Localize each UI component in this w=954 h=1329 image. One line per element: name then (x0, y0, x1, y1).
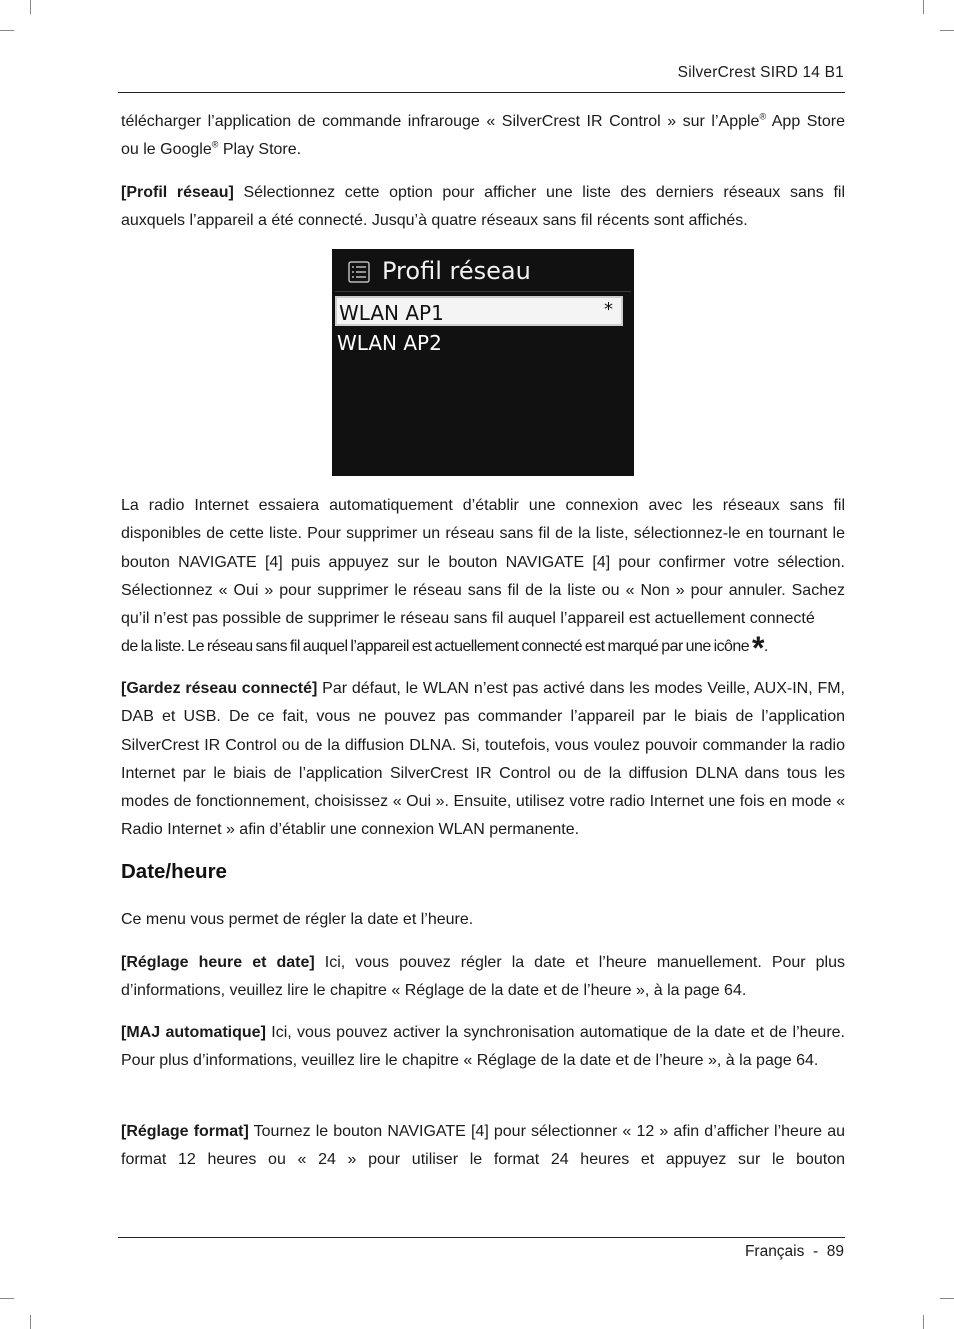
intro-paragraph: télécharger l’application de commande infrarouge « SilverCrest IR Control » sur l’Apple® App Store ou le Google® Play Store. (121, 111, 845, 159)
crop-mark (940, 30, 954, 31)
connected-marker: * (604, 299, 613, 320)
format-paragraph: [Réglage format] Tournez le bouton NAVIGATE [4] pour sélectionner « 12 » afin d’afficher l’heure au format 12 heures ou « 24 » pour utiliser le format 24 heures et appuyez sur le bouton (121, 1123, 846, 1169)
radio-paragraph: La radio Internet essaiera automatiquement d’établir une connexion avec les réseaux sans fil disponibles de cette liste. Pour supprimer un réseau sans fil de la liste, sélectionnez-le en tournant le bouton NAVIGATE [4] puis appuyez sur le bouton NAVIGATE [4] pour confirmer votre sélection. Sélectionnez « Oui » pour supprimer le réseau sans fil de la liste ou « Non » pour annuler. Sachez qu’il n’est pas possible de supprimer le réseau sans fil auquel l’appareil est actuellement connecté de la liste. Le réseau sans fil auquel l’appareil est actuellement connecté est marqué par une icône *. (121, 497, 845, 667)
crop-mark (0, 30, 14, 31)
page-header-title: SilverCrest SIRD 14 B1 (677, 64, 844, 81)
asterisk-icon: * (752, 630, 764, 667)
page-footer: Français - 89 (744, 1243, 844, 1260)
gardez-label: [Gardez réseau connecté] (121, 680, 318, 697)
reglage-paragraph: [Réglage heure et date] Ici, vous pouvez régler la date et l’heure manuellement. Pour plus d’informations, veuillez lire le chapitre « Réglage de la date et de l’heure », à la page 64. (121, 954, 846, 1000)
crop-mark (923, 0, 924, 14)
list-icon (348, 261, 370, 283)
wlan-list-item[interactable]: WLAN AP2 (337, 331, 442, 355)
maj-label: [MAJ automatique] (121, 1024, 266, 1041)
device-screen (332, 249, 634, 476)
screen-title: Profil réseau (382, 257, 531, 285)
footer-rule (118, 1237, 845, 1238)
reglage-label: [Réglage heure et date] (121, 954, 315, 971)
wlan-list-item-selected[interactable]: WLAN AP1 * (335, 296, 623, 326)
section-heading: Date/heure (121, 860, 227, 883)
date-intro-paragraph: Ce menu vous permet de régler la date et l’heure. (121, 911, 474, 928)
gardez-paragraph: [Gardez réseau connecté] Par défaut, le WLAN n’est pas activé dans les modes Veille, AUX-IN, FM, DAB et USB. De ce fait, vous ne pouvez pas commander l’appareil par le biais de l’application SilverCrest IR Control ou de la diffusion DLNA. Si, toutefois, vous voulez pouvoir commander la radio Internet par le biais de l’application SilverCrest IR Control ou de la diffusion DLNA dans tous les modes de fonctionnement, choisissez « Oui ». Ensuite, utilisez votre radio Internet une fois en mode « Radio Internet » afin d’établir une connexion WLAN permanente. (121, 680, 846, 839)
crop-mark (940, 1298, 954, 1299)
crop-mark (0, 1298, 14, 1299)
crop-mark (30, 1315, 31, 1329)
profil-reseau-paragraph: [Profil réseau] Sélectionnez cette option pour afficher une liste des derniers réseaux sans fil auxquels l’appareil a été connecté. Jusqu’à quatre réseaux sans fil récents sont affichés. (121, 184, 845, 230)
crop-mark (923, 1315, 924, 1329)
profil-label: [Profil réseau] (121, 184, 234, 201)
maj-paragraph: [MAJ automatique] Ici, vous pouvez activer la synchronisation automatique de la date et de l’heure. Pour plus d’informations, veuillez lire le chapitre « Réglage de la date et de l’heure », à la page 64. (121, 1024, 846, 1070)
crop-mark (30, 0, 31, 14)
format-label: [Réglage format] (121, 1123, 249, 1140)
header-rule (118, 92, 845, 93)
screen-divider (335, 291, 631, 292)
